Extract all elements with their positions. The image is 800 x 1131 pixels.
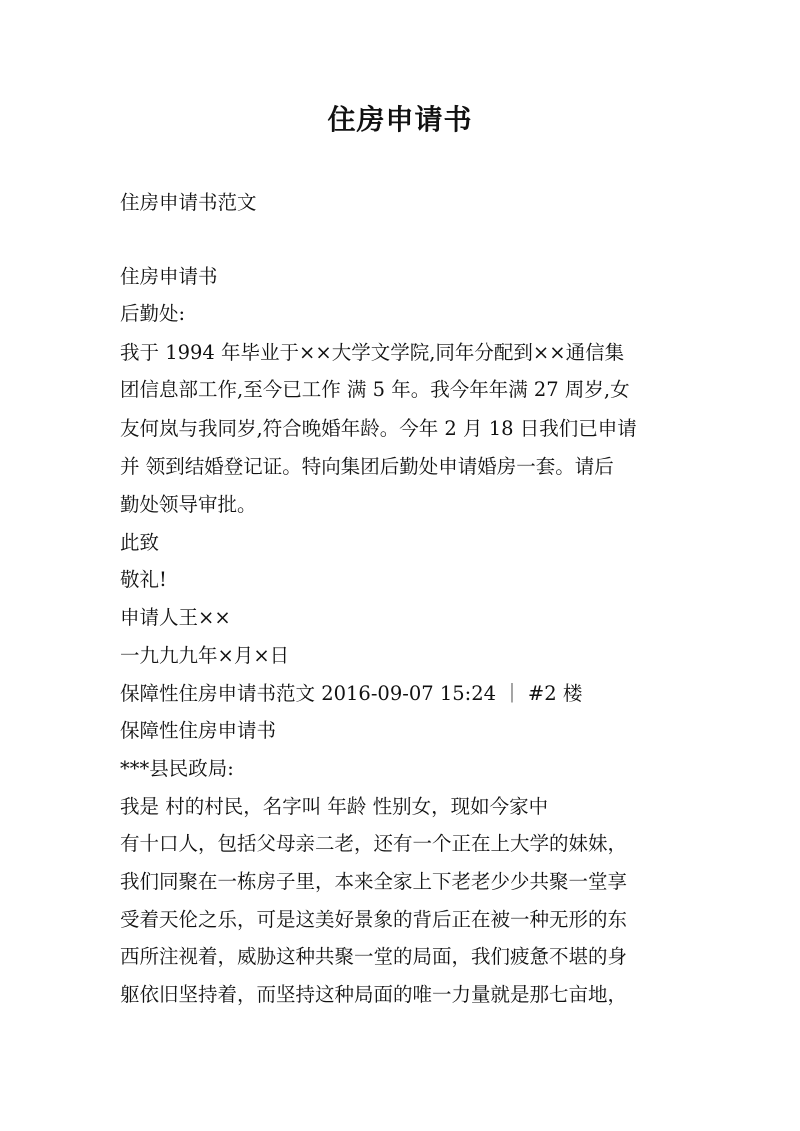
page-title: 住房申请书 [327,103,473,136]
text-line: 敬礼! [120,568,167,591]
text-line: 我于 1994 年毕业于××大学文学院,同年分配到××通信集 [120,341,625,364]
text-line: 住房申请书 [120,265,218,288]
text-line: 团信息部工作,至今已工作 满 5 年。我今年年满 27 周岁,女 [120,378,630,401]
text-line: 一九九九年×月×日 [120,644,290,667]
text-line: 我是 村的村民，名字叫 年龄 性别女，现如今家中 [120,795,549,818]
text-line: 西所注视着，威胁这种共聚一堂的局面，我们疲惫不堪的身 [120,945,628,968]
text-line: ***县民政局: [120,757,234,780]
text-line: 友何岚与我同岁,符合晚婚年龄。今年 2 月 18 日我们已申请 [120,417,637,440]
text-line: 此致 [120,531,160,554]
text-line: 住房申请书范文 [120,191,257,214]
text-line: 并 领到结婚登记证。特向集团后勤处申请婚房一套。请后 [120,455,614,478]
text-line: 受着天伦之乐，可是这美好景象的背后正在被一种无形的东 [120,908,628,931]
text-line: 我们同聚在一栋房子里，本来全家上下老老少少共聚一堂享 [120,870,628,893]
text-line: 保障性住房申请书范文 2016-09-07 15:24 ｜ #2 楼 [120,682,583,705]
text-line: 躯依旧坚持着，而坚持这种局面的唯一力量就是那七亩地， [120,983,628,1006]
text-line: 后勤处: [120,302,186,325]
text-line: 保障性住房申请书 [120,719,277,742]
text-line: 勤处领导审批。 [120,493,257,516]
text-line: 申请人王×× [120,606,231,629]
text-line: 有十口人，包括父母亲二老，还有一个正在上大学的妹妹， [120,832,628,855]
